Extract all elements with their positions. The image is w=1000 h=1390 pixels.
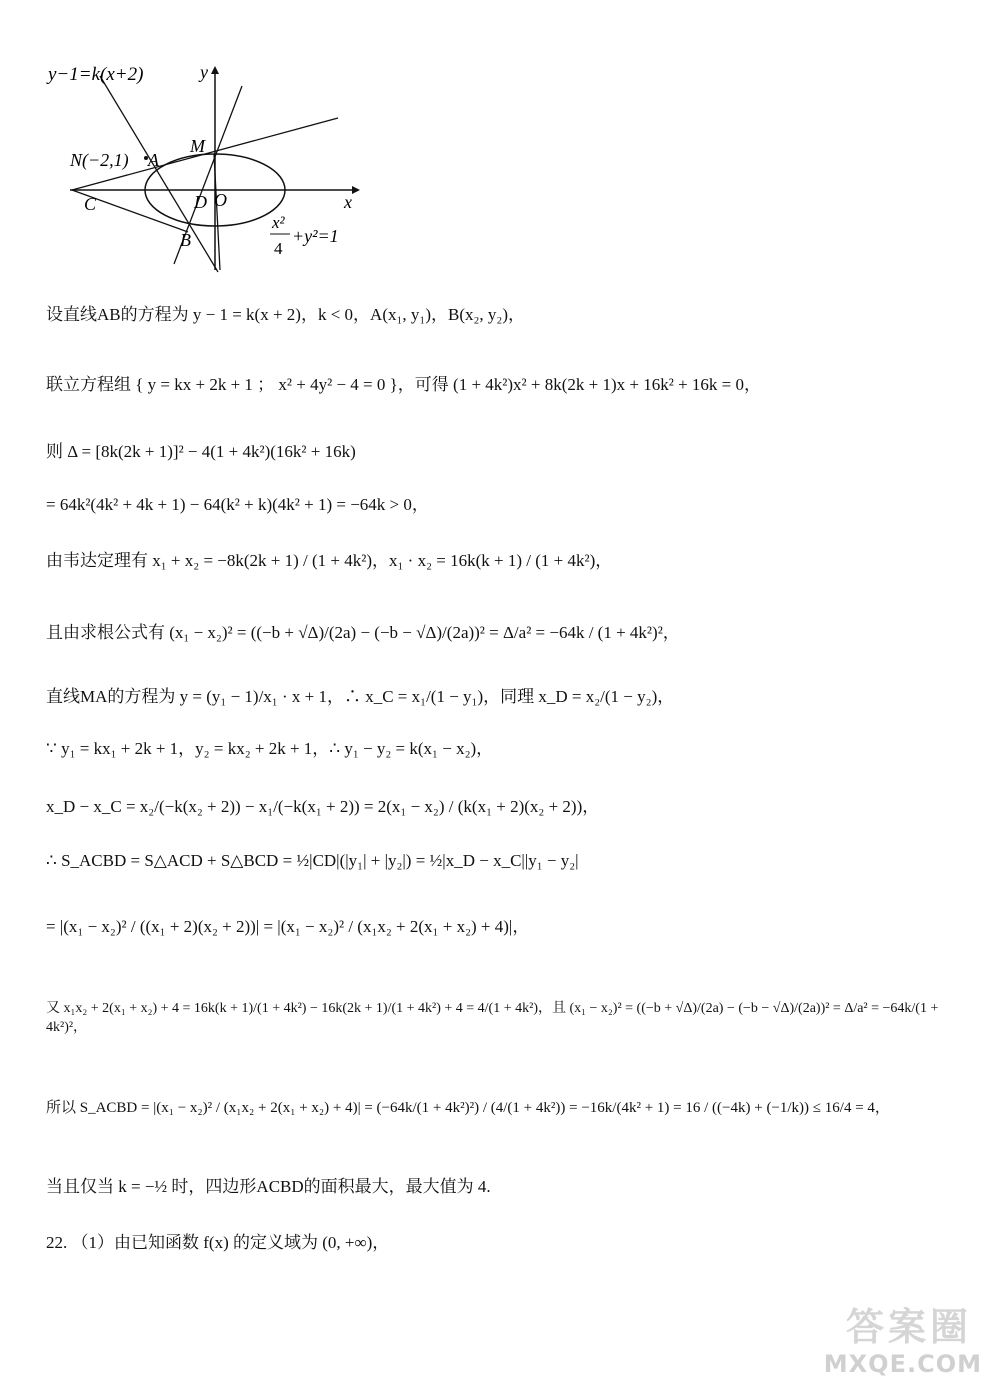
label-A: A xyxy=(148,150,159,170)
line-label: y−1=k(x+2) xyxy=(48,64,144,85)
y-axis-label: y xyxy=(200,62,208,82)
text-line-9: x_D − x_C = x₂/(−k(x₂ + 2)) − x₁/(−k(x₁ + 2)) = 2(x₁ − x₂) / (k(x₁ + 2)(x₂ + 2))， xyxy=(46,797,600,816)
text-line-4: = 64k²(4k² + 4k + 1) − 64(k² + k)(4k² + 1) = −64k > 0， xyxy=(46,495,429,514)
ellipse-numerator: x² xyxy=(272,213,285,232)
text-line-1: 设直线AB的方程为 y − 1 = k(x + 2)，k < 0，A(x₁, y₁)，B(x₂, y₂)， xyxy=(46,305,526,324)
label-B: B xyxy=(180,230,191,250)
text-line-2: 联立方程组 { y = kx + 2k + 1 ； x² + 4y² − 4 = 0 }，可得 (1 + 4k²)x² + 8k(2k + 1)x + 16k² + 16k = 0， xyxy=(46,375,761,394)
text-line-10: ∴ S_ACBD = S△ACD + S△BCD = ½|CD|(|y₁| + |y₂|) = ½|x_D − x_C||y₁ − y₂| xyxy=(46,851,579,870)
text-line-14: 当且仅当 k = −½ 时，四边形ACBD的面积最大，最大值为 4. xyxy=(46,1177,491,1196)
watermark xyxy=(815,1292,990,1382)
label-M: M xyxy=(190,136,205,156)
text-line-15: 22. （1）由已知函数 f(x) 的定义域为 (0, +∞)， xyxy=(46,1233,390,1252)
text-line-3: 则 Δ = [8k(2k + 1)]² − 4(1 + 4k²)(16k² + 16k) xyxy=(46,442,356,461)
line-NAB xyxy=(100,76,218,272)
y-axis-arrow xyxy=(211,66,219,74)
label-O: O xyxy=(214,190,227,210)
x-axis-arrow xyxy=(352,186,360,194)
label-D: D xyxy=(194,192,207,212)
ellipse-denominator: 4 xyxy=(274,239,283,258)
text-line-13: 所以 S_ACBD = |(x₁ − x₂)² / (x₁x₂ + 2(x₁ + x₂) + 4)| = (−64k/(1 + 4k²)²) / (4/(1 + 4k²)) = −16k/(4k² + 1) = 16 / ((−4k) + (−1/k)) ≤ 16/4 = 4， xyxy=(46,1100,890,1116)
ellipse-rest: +y²=1 xyxy=(292,226,339,246)
text-line-6: 且由求根公式有 (x₁ − x₂)² = ((−b + √Δ)/(2a) − (−b − √Δ)/(2a))² = Δ/a² = −64k / (1 + 4k²)²， xyxy=(46,623,680,642)
text-line-7: 直线MA的方程为 y = (y₁ − 1)/x₁ · x + 1，∴ x_C = x₁/(1 − y₁)，同理 x_D = x₂/(1 − y₂)， xyxy=(46,687,675,706)
x-axis-label: x xyxy=(344,192,352,212)
label-N: N(−2,1) xyxy=(70,150,129,170)
label-C: C xyxy=(84,194,97,214)
geometry-figure xyxy=(40,56,370,276)
watermark-logo-text: 答案圈 xyxy=(845,1305,972,1349)
text-line-11: = |(x₁ − x₂)² / ((x₁ + 2)(x₂ + 2))| = |(x₁ − x₂)² / (x₁x₂ + 2(x₁ + x₂) + 4)|， xyxy=(46,917,530,936)
text-line-12: 又 x₁x₂ + 2(x₁ + x₂) + 4 = 16k(k + 1)/(1 + 4k²) − 16k(2k + 1)/(1 + 4k²) + 4 = 4/(1 + 4k²)，且 (x₁ − x₂)² = ((−b + √Δ)/(2a) − (−b − √Δ)/(2a))² = Δ/a² = −64k/(1 + 4k²)²， xyxy=(46,1001,939,1035)
text-line-8: ∵ y₁ = kx₁ + 2k + 1，y₂ = kx₂ + 2k + 1，∴ y₁ − y₂ = k(x₁ − x₂)， xyxy=(46,739,494,758)
text-line-5: 由韦达定理有 x₁ + x₂ = −8k(2k + 1) / (1 + 4k²)，x₁ · x₂ = 16k(k + 1) / (1 + 4k²)， xyxy=(46,551,613,570)
watermark-url: MXQE.COM xyxy=(823,1350,982,1378)
